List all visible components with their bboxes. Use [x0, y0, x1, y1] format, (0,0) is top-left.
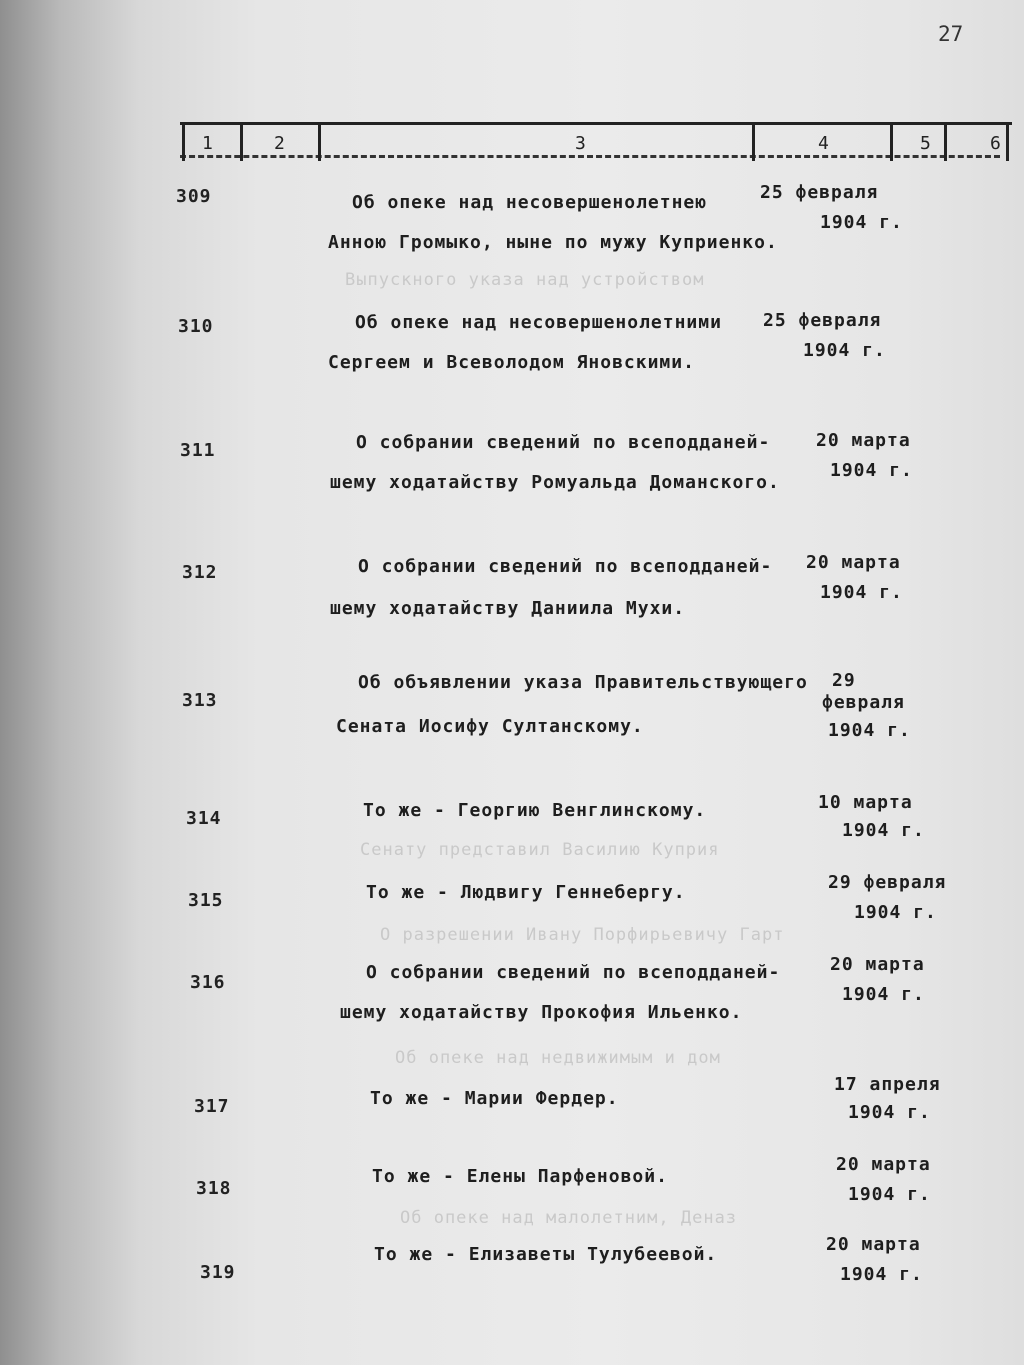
- entry-date-line: 1904 г.: [848, 1184, 931, 1205]
- page-number: 27: [938, 22, 964, 46]
- entry-date-line: 17 апреля: [834, 1074, 941, 1095]
- entry-date-line: 1904 г.: [803, 340, 886, 361]
- entry-title-line: шему ходатайству Ромуальда Доманского.: [330, 472, 780, 493]
- bleed-through-text: Об опеке над малолетним, Деназ: [400, 1208, 738, 1228]
- bleed-through-text: О разрешении Ивану Порфирьевичу Гарт: [380, 925, 785, 945]
- column-header-2: 2: [274, 133, 285, 154]
- entry-number: 311: [180, 440, 216, 461]
- entry-title-line: О собрании сведений по всеподданей-: [356, 432, 771, 453]
- column-header-5: 5: [920, 133, 931, 154]
- column-header-6: 6: [990, 133, 1001, 154]
- entry-number: 310: [178, 316, 214, 337]
- entry-title-line: То же - Георгию Венглинскому.: [363, 800, 707, 821]
- entry-title-line: Сената Иосифу Султанскому.: [336, 716, 644, 737]
- entry-number: 309: [176, 186, 212, 207]
- entry-date-line: февраля: [822, 692, 905, 713]
- entry-number: 318: [196, 1178, 232, 1199]
- entry-title-line: Об объявлении указа Правительствующего: [358, 672, 808, 693]
- entry-number: 314: [186, 808, 222, 829]
- entry-title-line: шему ходатайству Прокофия Ильенко.: [340, 1002, 743, 1023]
- column-separator: [240, 125, 243, 161]
- entry-date-line: 1904 г.: [854, 902, 937, 923]
- entry-date-line: 20 марта: [836, 1154, 931, 1175]
- bleed-through-text: Сенату представил Василию Куприя: [360, 840, 720, 860]
- entry-date-line: 20 марта: [830, 954, 925, 975]
- column-separator: [318, 125, 321, 161]
- entry-date-line: 29 февраля: [828, 872, 947, 893]
- entry-date-line: 20 марта: [806, 552, 901, 573]
- entry-date-line: 1904 г.: [820, 212, 903, 233]
- entry-title-line: То же - Елизаветы Тулубеевой.: [374, 1244, 718, 1265]
- table-header: [180, 122, 1012, 163]
- entry-date-line: 1904 г.: [840, 1264, 923, 1285]
- column-separator: [182, 125, 185, 161]
- entry-date-line: 1904 г.: [842, 820, 925, 841]
- entry-number: 317: [194, 1096, 230, 1117]
- header-divider: [180, 155, 1000, 158]
- column-separator: [1006, 125, 1009, 161]
- entry-number: 315: [188, 890, 224, 911]
- entry-title-line: Анною Громыко, ныне по мужу Куприенко.: [328, 232, 778, 253]
- column-header-1: 1: [202, 133, 213, 154]
- entry-date-line: 1904 г.: [820, 582, 903, 603]
- entry-date-line: 1904 г.: [842, 984, 925, 1005]
- entry-number: 316: [190, 972, 226, 993]
- entry-date-line: 25 февраля: [760, 182, 879, 203]
- entry-date-line: 20 марта: [826, 1234, 921, 1255]
- entry-date-line: 1904 г.: [830, 460, 913, 481]
- entry-title-line: То же - Елены Парфеновой.: [372, 1166, 668, 1187]
- entry-date-line: 25 февраля: [763, 310, 882, 331]
- bleed-through-text: Об опеке над недвижимым и дом: [395, 1048, 721, 1068]
- entry-date-line: 1904 г.: [848, 1102, 931, 1123]
- entry-date-line: 20 марта: [816, 430, 911, 451]
- column-header-4: 4: [818, 133, 829, 154]
- column-separator: [944, 125, 947, 161]
- entry-title-line: То же - Марии Фердер.: [370, 1088, 619, 1109]
- entry-number: 319: [200, 1262, 236, 1283]
- entry-title-line: О собрании сведений по всеподданей-: [366, 962, 781, 983]
- entry-title-line: Об опеке над несовершенолетними: [355, 312, 722, 333]
- entry-title-line: Сергеем и Всеволодом Яновскими.: [328, 352, 695, 373]
- column-separator: [752, 125, 755, 161]
- entry-title-line: То же - Людвигу Геннебергу.: [366, 882, 686, 903]
- bleed-through-text: Выпускного указа над устройством: [345, 270, 705, 290]
- column-separator: [890, 125, 893, 161]
- entry-date-line: 10 марта: [818, 792, 913, 813]
- entry-title-line: Об опеке над несовершенолетнею: [352, 192, 708, 213]
- entry-date-line: 1904 г.: [828, 720, 911, 741]
- entry-title-line: О собрании сведений по всеподданей-: [358, 556, 773, 577]
- entry-number: 312: [182, 562, 218, 583]
- entry-title-line: шему ходатайству Даниила Мухи.: [330, 598, 686, 619]
- entry-date-line: 29: [832, 670, 856, 691]
- entry-number: 313: [182, 690, 218, 711]
- column-header-3: 3: [575, 133, 586, 154]
